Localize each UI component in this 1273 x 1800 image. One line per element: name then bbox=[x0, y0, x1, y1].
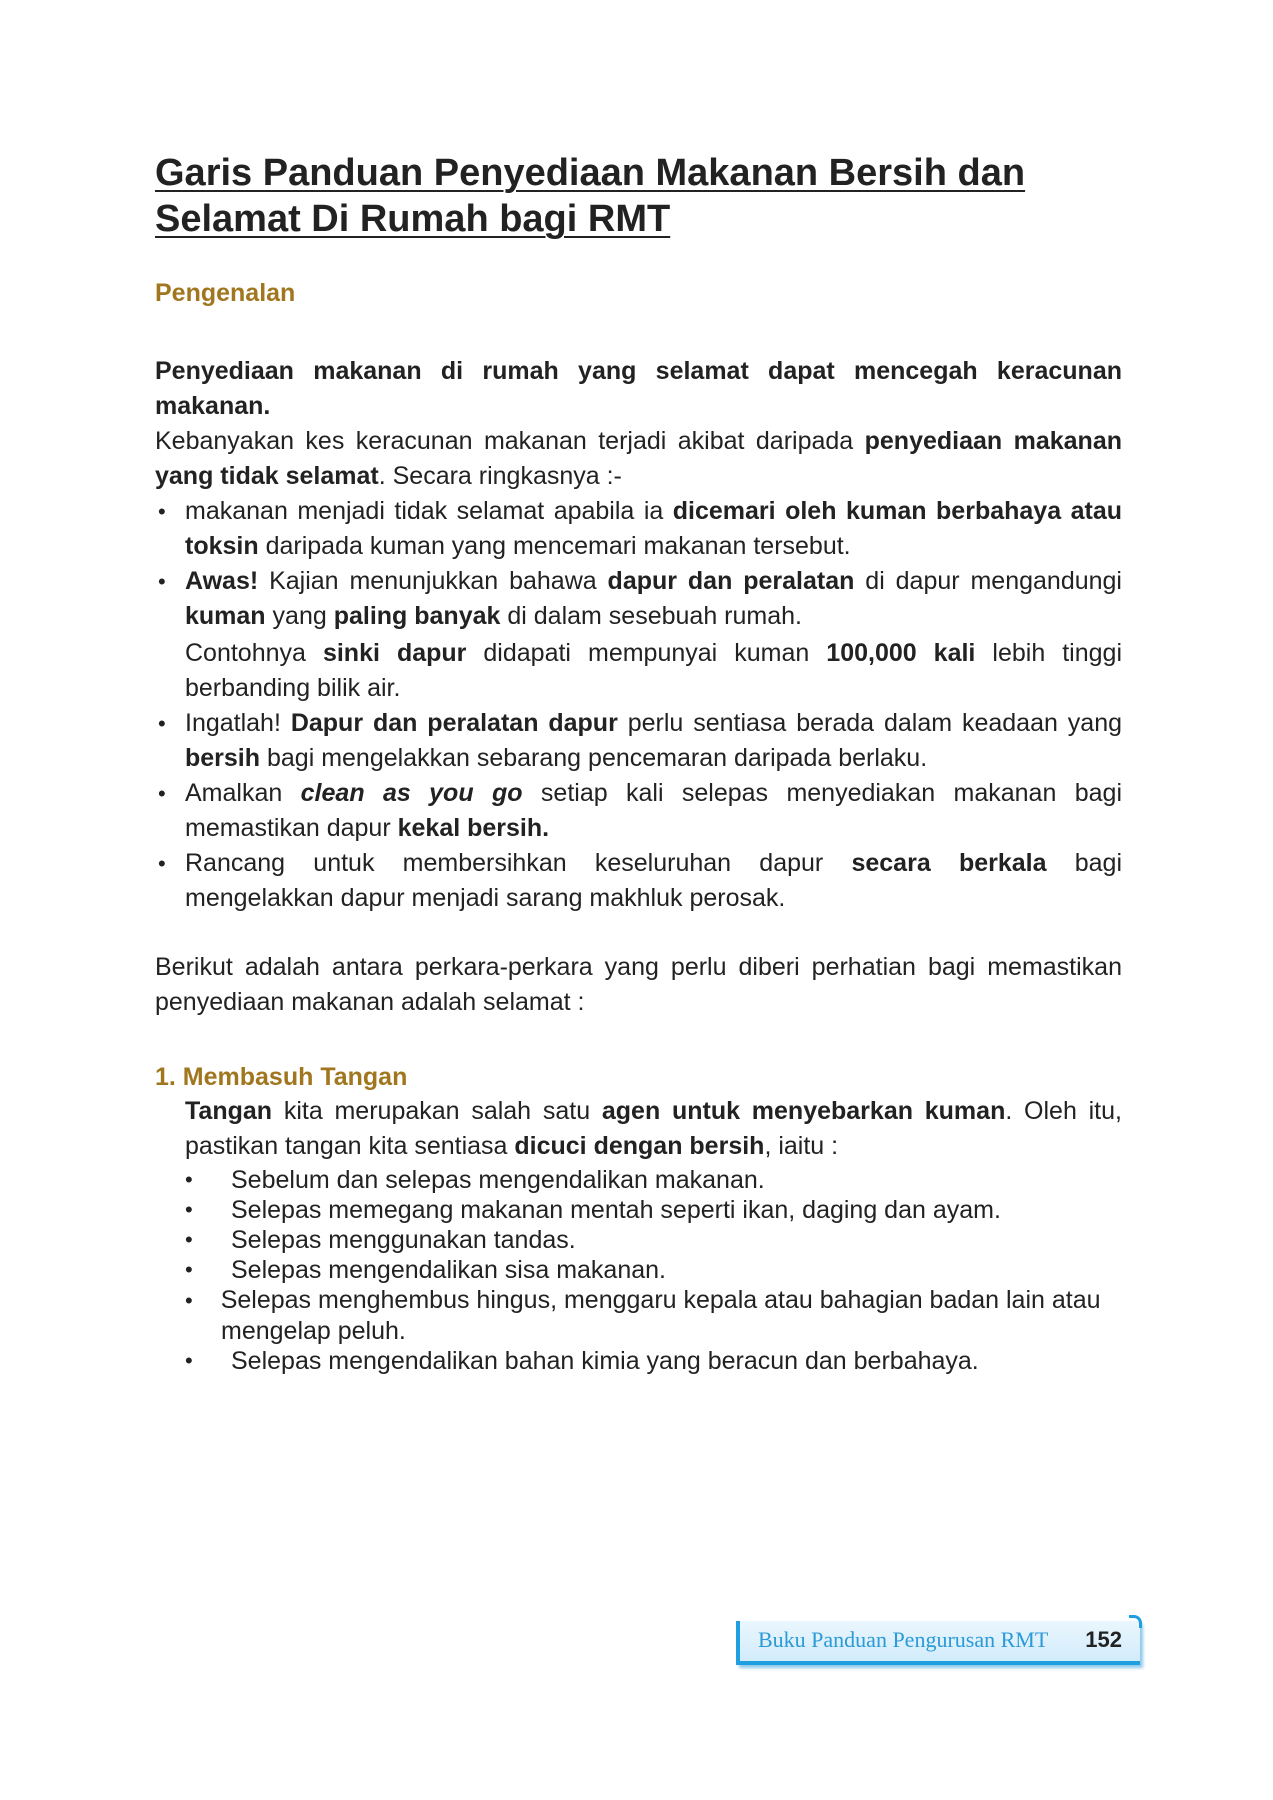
list-item bbox=[185, 1346, 1122, 1376]
text: didapati mempunyai kuman bbox=[466, 639, 827, 667]
list-item bbox=[185, 1165, 1122, 1195]
section-1-heading: 1. Membasuh Tangan bbox=[155, 1063, 408, 1091]
title-line-2: Selamat Di Rumah bagi RMT bbox=[155, 198, 671, 240]
list-item bbox=[155, 494, 1122, 564]
text-bold: secara berkala bbox=[851, 849, 1047, 877]
text: . Secara ringkasnya :- bbox=[378, 462, 622, 490]
bullet-icon: • bbox=[158, 851, 166, 876]
page-title bbox=[155, 150, 1122, 242]
text: makanan menjadi tidak selamat apabila ia bbox=[185, 497, 673, 525]
text: mengelap peluh. bbox=[221, 1317, 406, 1345]
example-text bbox=[185, 636, 1122, 706]
text: , iaitu : bbox=[764, 1132, 839, 1160]
text: Ingatlah! bbox=[185, 709, 291, 737]
text-bold: Dapur dan peralatan dapur bbox=[290, 709, 618, 737]
list-item bbox=[155, 564, 1122, 706]
intro-lead bbox=[155, 354, 1122, 424]
footer-banner bbox=[736, 1621, 1140, 1665]
list-item bbox=[155, 776, 1122, 846]
intro-heading: Pengenalan bbox=[155, 279, 296, 307]
text-bold: dapur dan peralatan bbox=[607, 567, 855, 595]
text-bold: dicuci dengan bersih bbox=[514, 1132, 765, 1160]
text: kita merupakan salah satu bbox=[272, 1097, 602, 1125]
bullet-icon: • bbox=[185, 1197, 193, 1222]
footer-book-title: Buku Panduan Pengurusan RMT bbox=[758, 1627, 1049, 1652]
intro-paragraph bbox=[155, 424, 1122, 494]
text: Kebanyakan kes keracunan makanan terjadi akibat daripada bbox=[155, 427, 865, 455]
text: bagi mengelakkan sebarang pencemaran daripada berlaku. bbox=[260, 744, 928, 772]
text-bold: bersih bbox=[185, 744, 261, 772]
text-bold: paling banyak bbox=[333, 602, 501, 630]
list-item bbox=[185, 1255, 1122, 1285]
text-bold: dicemari oleh kuman berbahaya atau toksin bbox=[185, 497, 1122, 560]
text: Kajian menunjukkan bahawa bbox=[258, 567, 608, 595]
text: daripada kuman yang mencemari makanan tersebut. bbox=[258, 532, 851, 560]
page-footer bbox=[736, 1621, 1144, 1666]
text-bold: 100,000 kali bbox=[826, 639, 976, 667]
text-bold: sinki dapur bbox=[322, 639, 467, 667]
text: Contohnya bbox=[185, 639, 323, 667]
text: perlu sentiasa berada dalam keadaan yang bbox=[617, 709, 1123, 737]
bullet-icon: • bbox=[185, 1167, 193, 1192]
list-item bbox=[155, 706, 1122, 776]
closing-paragraph: Berikut adalah antara perkara-perkara yang perlu diberi perhatian bagi memastikan penyediaan makanan adalah selamat : bbox=[155, 953, 1122, 1016]
text: setiap kali selepas menyediakan makanan bagi memastikan dapur bbox=[185, 779, 1123, 842]
bullet-icon: • bbox=[185, 1227, 193, 1252]
text: Selepas menggunakan tandas. bbox=[231, 1226, 576, 1254]
text: yang bbox=[265, 602, 334, 630]
text-bold: Awas! bbox=[185, 567, 259, 595]
text: Amalkan bbox=[185, 779, 301, 807]
text-bold: agen untuk menyebarkan kuman bbox=[601, 1097, 1006, 1125]
bullet-icon: • bbox=[158, 569, 166, 594]
bullet-icon: • bbox=[158, 781, 166, 806]
list-item bbox=[185, 1285, 1122, 1346]
text-bold: kuman bbox=[185, 602, 266, 630]
intro-lead-text: Penyediaan makanan di rumah yang selamat dapat mencegah keracunan makanan. bbox=[155, 357, 1122, 420]
text-bold: Tangan bbox=[185, 1097, 273, 1125]
text-bold: penyediaan makanan yang tidak selamat bbox=[155, 427, 1122, 490]
bullet-icon: • bbox=[185, 1257, 193, 1282]
list-item bbox=[185, 1195, 1122, 1225]
text: Rancang untuk membersihkan keseluruhan dapur bbox=[185, 849, 852, 877]
bullet-icon: • bbox=[158, 711, 166, 736]
bullet-icon: • bbox=[158, 499, 166, 524]
text: Selepas memegang makanan mentah seperti ikan, daging dan ayam. bbox=[231, 1196, 1001, 1224]
bullet-icon: • bbox=[185, 1288, 193, 1313]
text: Selepas menghembus hingus, menggaru kepala atau bahagian badan lain atau bbox=[220, 1286, 1101, 1314]
document-page bbox=[155, 150, 1123, 1375]
text: bagi mengelakkan dapur menjadi sarang makhluk perosak. bbox=[185, 849, 1123, 912]
page-number: 152 bbox=[1085, 1627, 1122, 1652]
hand-washing-list bbox=[185, 1165, 1122, 1376]
text: . Oleh itu, pastikan tangan kita sentiasa bbox=[185, 1097, 1122, 1160]
text: di dapur mengandungi bbox=[854, 567, 1122, 595]
list-item bbox=[155, 846, 1122, 916]
title-line-1: Garis Panduan Penyediaan Makanan Bersih dan bbox=[155, 152, 1026, 194]
section-1-paragraph bbox=[185, 1094, 1122, 1164]
list-item bbox=[185, 1225, 1122, 1255]
text: lebih tinggi berbanding bilik air. bbox=[185, 639, 1123, 702]
text-bold-italic: clean as you go bbox=[300, 779, 523, 807]
bullet-icon: • bbox=[185, 1348, 193, 1373]
text: di dalam sesebuah rumah. bbox=[500, 602, 802, 630]
text-bold: kekal bersih. bbox=[397, 814, 550, 842]
text: Selepas mengendalikan bahan kimia yang beracun dan berbahaya. bbox=[231, 1347, 979, 1375]
intro-bullet-list bbox=[155, 494, 1122, 916]
text: Selepas mengendalikan sisa makanan. bbox=[231, 1256, 666, 1284]
text: Sebelum dan selepas mengendalikan makanan. bbox=[231, 1166, 765, 1194]
